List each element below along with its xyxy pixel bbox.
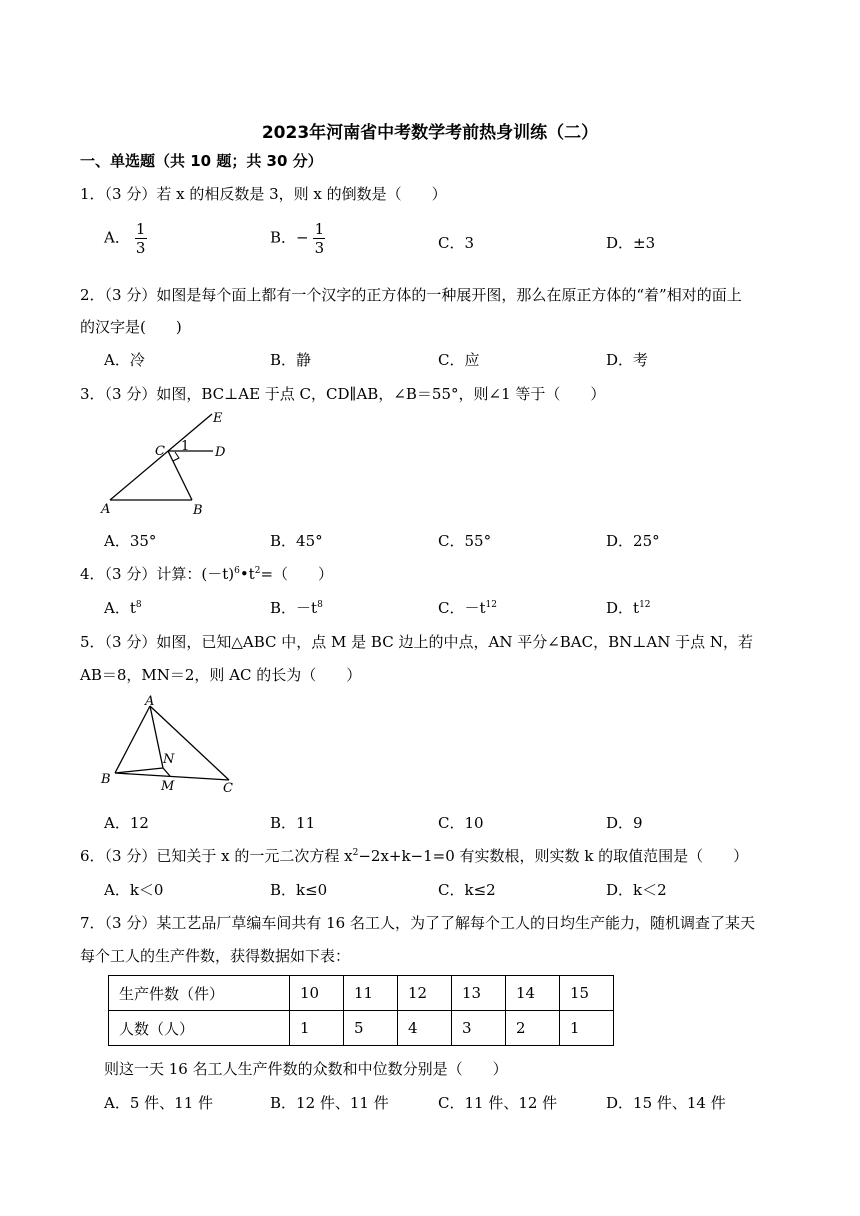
q7-option-b: B．12 件、11 件 (270, 1094, 389, 1112)
table-cell: 2 (506, 1011, 560, 1046)
label-e: E (213, 411, 223, 426)
q1-option-b: B．− $\frac{1}{3}$ (270, 220, 325, 257)
table-cell: 12 (398, 976, 452, 1011)
segment-an (150, 706, 163, 768)
q2-option-b: B．静 (270, 351, 312, 369)
q4-option-a: A．$t^8$ (104, 599, 142, 617)
question-2-stem-line-1: 2．（3 分）如图是每个面上都有一个汉字的正方体的一种展开图，那么在原正方体的“着”相对的面上 (80, 286, 742, 304)
question-7-stem-line-1: 7．（3 分）某工艺品厂草编车间共有 16 名工人，为了了解每个工人的日均生产能力，随机调查了某天 (80, 914, 755, 932)
q3-option-c: C．55° (438, 532, 492, 550)
q2-option-d: D．考 (606, 351, 649, 369)
label-n: N (163, 752, 175, 767)
question-5-stem-line-2: AB＝8，MN＝2，则 AC 的长为（ ） (80, 666, 362, 684)
question-7-followup: 则这一天 16 名工人生产件数的众数和中位数分别是（ ） (104, 1060, 508, 1078)
segment-nm (163, 768, 170, 776)
line-cb (168, 451, 192, 500)
q2-option-a: A．冷 (104, 351, 145, 369)
q5-option-c: C．10 (438, 814, 484, 832)
q3-figure (95, 408, 245, 520)
question-3-stem: 3．（3 分）如图，BC⊥AE 于点 C，CD∥AB，∠B＝55°，则∠1 等于（ ） (80, 385, 606, 403)
table-row (109, 1011, 614, 1046)
q7-data-table (108, 975, 614, 1046)
q3-option-a: A．35° (104, 532, 157, 550)
q7-option-d: D．15 件、14 件 (606, 1094, 726, 1112)
table-cell: 3 (452, 1011, 506, 1046)
question-7-stem-line-2: 每个工人的生产件数，获得数据如下表： (80, 947, 351, 965)
table-row (109, 976, 614, 1011)
table-cell: 1 (290, 1011, 344, 1046)
segment-bn (115, 768, 163, 773)
label-c: C (223, 781, 233, 796)
table-cell: 15 (560, 976, 614, 1011)
table-cell: 1 (560, 1011, 614, 1046)
table-header-cell: 人数（人） (109, 1011, 290, 1046)
q4-option-d: D．$t^{12}$ (606, 599, 651, 617)
table-cell: 13 (452, 976, 506, 1011)
section-heading: 一、单选题（共 10 题；共 30 分） (80, 152, 323, 170)
label-angle-1: 1 (181, 439, 190, 454)
q6-option-c: C．k≤2 (438, 881, 496, 899)
table-cell: 11 (344, 976, 398, 1011)
q1-option-a: A． $\frac{1}{3}$ (104, 220, 146, 257)
table-header-cell: 生产件数（件） (109, 976, 290, 1011)
side-ab (115, 706, 150, 773)
label-c: C (155, 444, 165, 459)
q3-option-d: D．25° (606, 532, 660, 550)
q4-option-c: C．$-t^{12}$ (438, 599, 497, 617)
document-title: 2023年河南省中考数学考前热身训练（二） (261, 123, 599, 143)
q5-figure (95, 692, 245, 800)
table-cell: 5 (344, 1011, 398, 1046)
q7-option-a: A．5 件、11 件 (104, 1094, 213, 1112)
question-4-stem: 4．（3 分）计算：$(-t)^6•t^2=$（ ） (80, 565, 334, 583)
q6-option-b: B．k≤0 (270, 881, 328, 899)
q1-option-c: C．3 (438, 234, 475, 252)
q1-option-d: D．±3 (606, 234, 656, 252)
question-6-stem: 6．（3 分）已知关于 x 的一元二次方程 $x^2-2x+k-1=0$ 有实数根，则实数 k 的取值范围是（ ） (80, 847, 749, 865)
question-1-stem: 1．（3 分）若 x 的相反数是 3，则 x 的倒数是（ ） (80, 185, 447, 203)
q4-option-b: B．$-t^8$ (270, 599, 323, 617)
side-ac (150, 706, 229, 780)
table-cell: 10 (290, 976, 344, 1011)
right-angle-mark (173, 452, 179, 461)
q5-option-b: B．11 (270, 814, 316, 832)
table-cell: 4 (398, 1011, 452, 1046)
label-b: B (101, 772, 111, 787)
question-2-stem-line-2: 的汉字是( ) (80, 318, 182, 336)
q6-option-d: D．k＜2 (606, 881, 667, 899)
table-cell: 14 (506, 976, 560, 1011)
q2-option-c: C．应 (438, 351, 480, 369)
q5-option-a: A．12 (104, 814, 149, 832)
q5-option-d: D．9 (606, 814, 643, 832)
label-b: B (193, 503, 203, 518)
q6-option-a: A．k＜0 (104, 881, 164, 899)
label-a: A (101, 502, 111, 517)
label-a: A (145, 694, 155, 709)
q3-option-b: B．45° (270, 532, 323, 550)
question-5-stem-line-1: 5．（3 分）如图，已知△ABC 中，点 M 是 BC 边上的中点，AN 平分∠BAC，BN⊥AN 于点 N，若 (80, 633, 753, 651)
label-m: M (161, 779, 175, 794)
q7-option-c: C．11 件、12 件 (438, 1094, 558, 1112)
label-d: D (215, 445, 226, 460)
